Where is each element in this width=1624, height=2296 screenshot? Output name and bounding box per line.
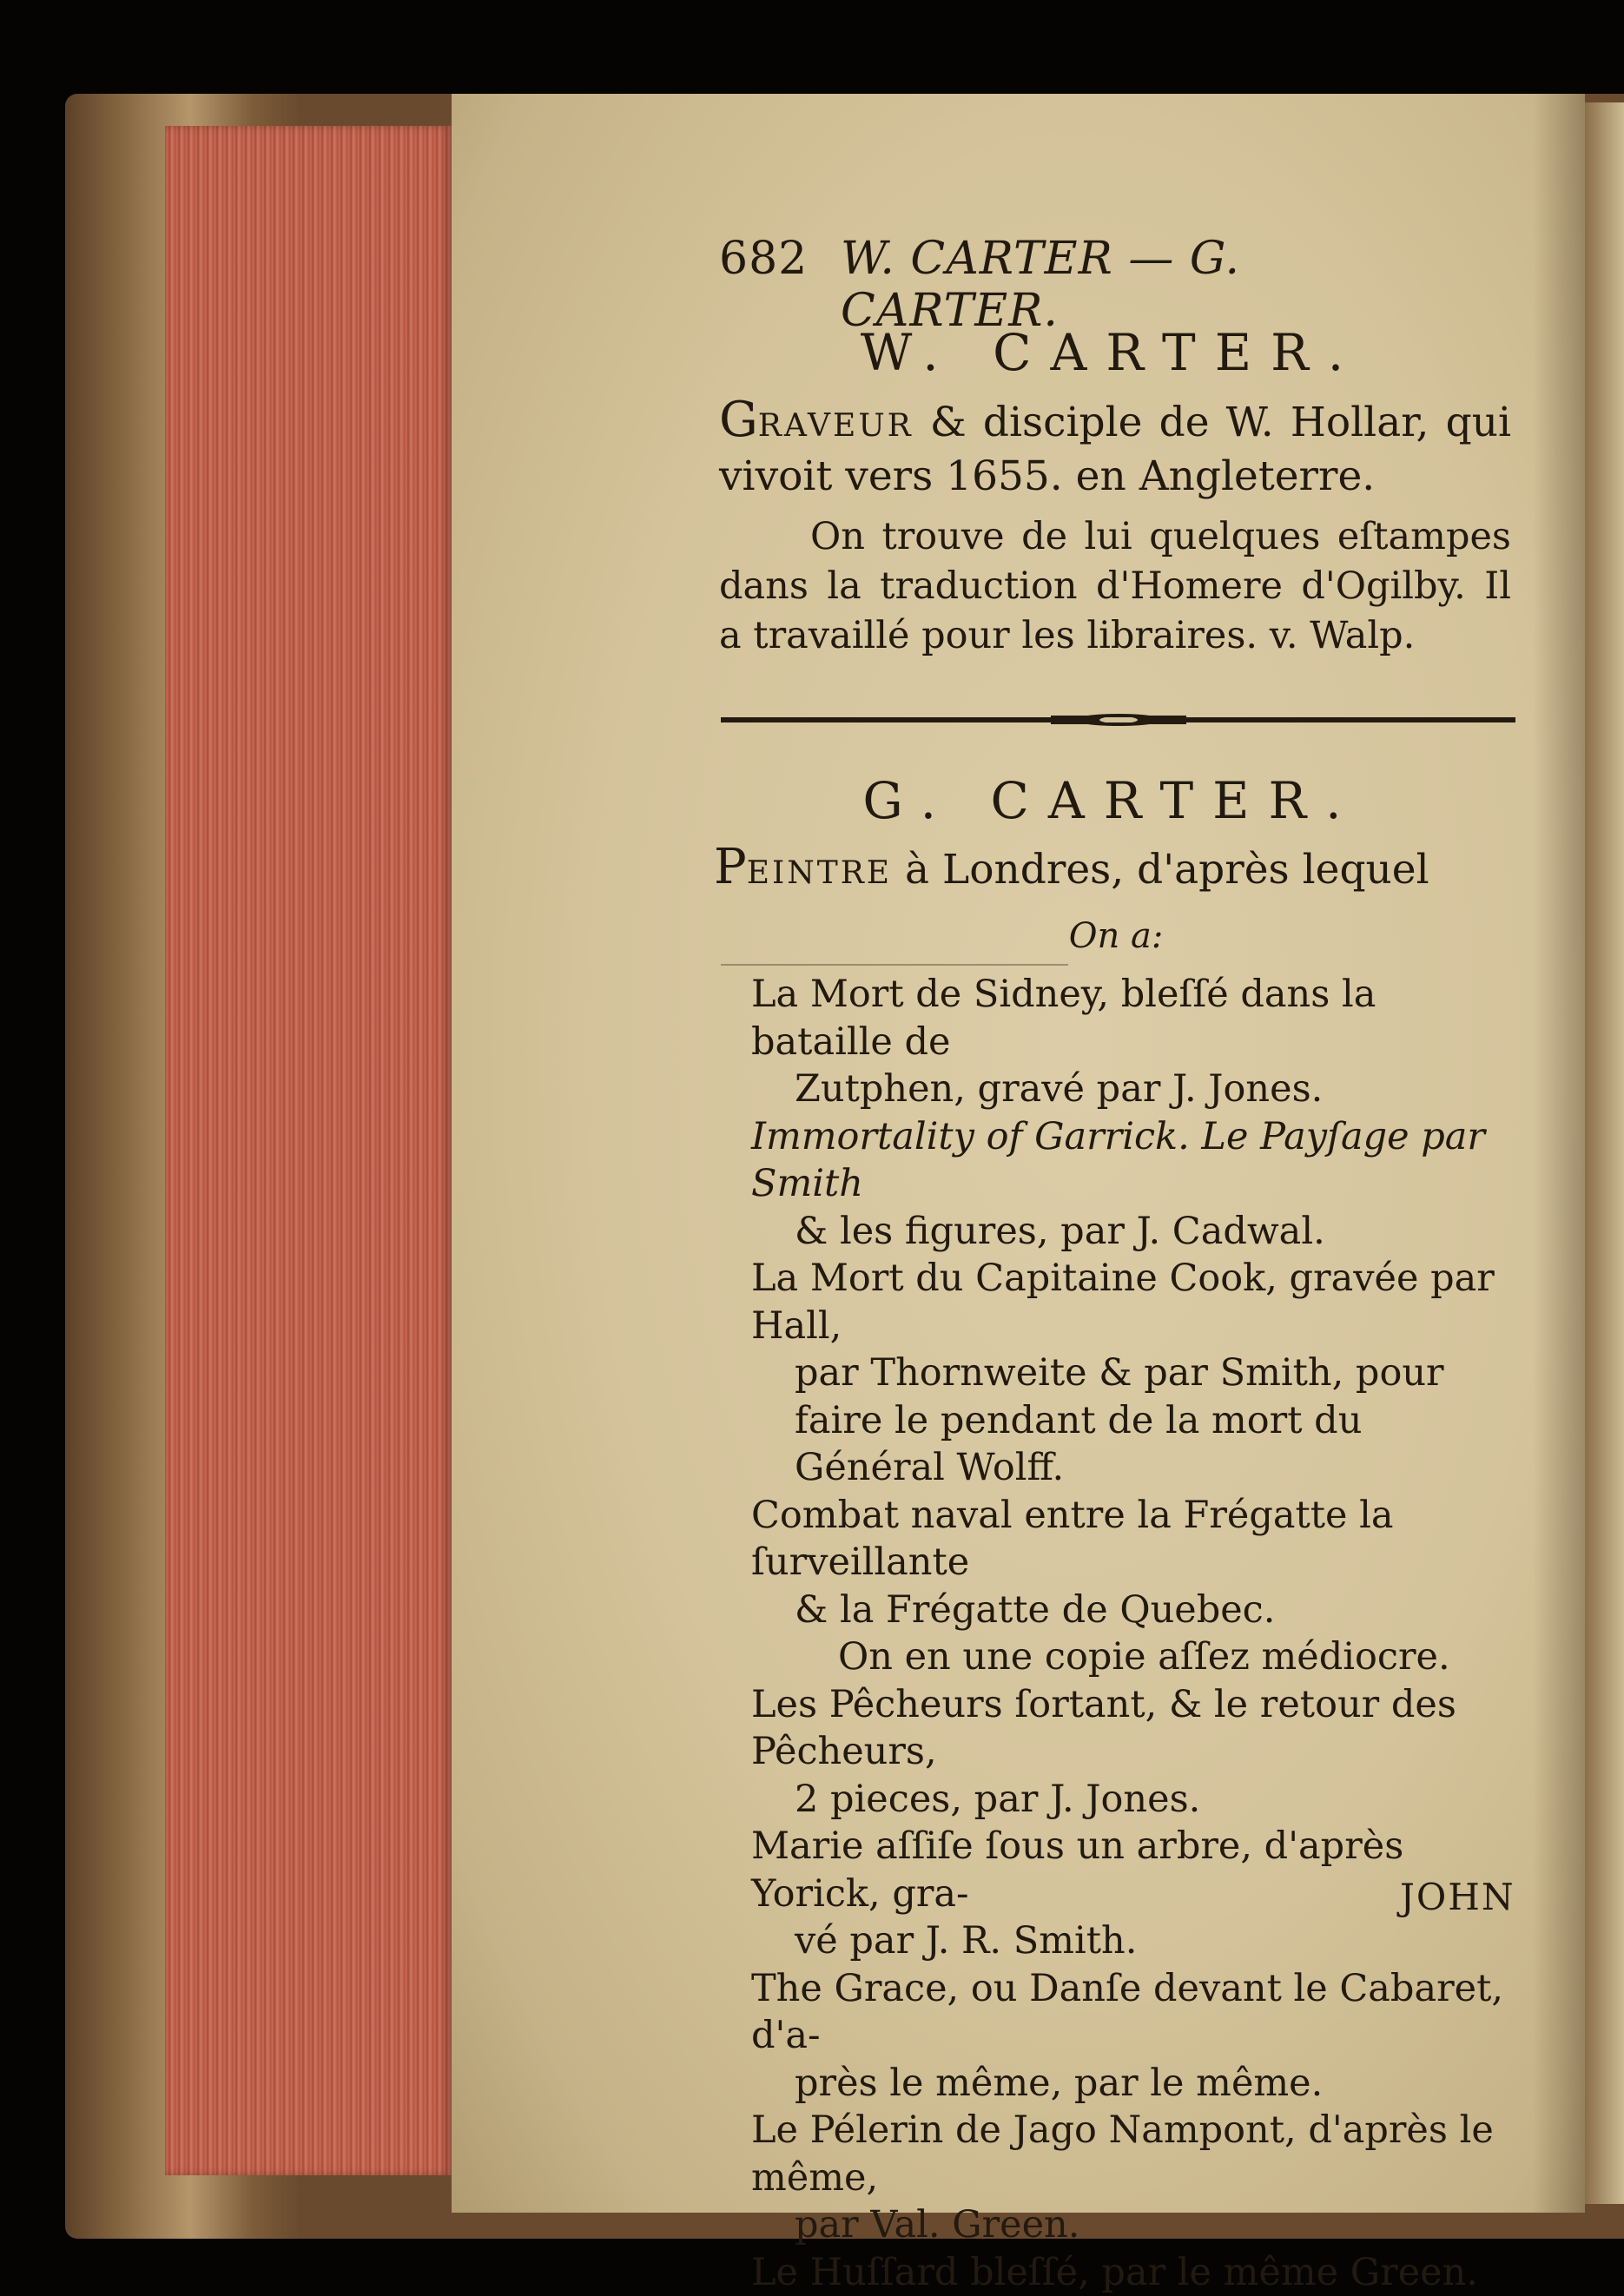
page-block-edge [165,126,452,2175]
work-entry: La Mort du Capitaine Cook, gravée par Hall, par Thornweite & par Smith, pour faire le pendant de la mort du Général Wolff. [751,1255,1511,1492]
work-entry: Marie aſſiſe ſous un arbre, d'après Yorick, gra- vé par J. R. Smith. [751,1823,1511,1965]
work-entry: On en une copie aſſez médiocre. [751,1633,1511,1681]
next-page-edge [1585,102,1624,2204]
work-entry: Combat naval entre la Frégatte la ſurveillante & la Frégatte de Quebec. [751,1492,1511,1634]
page-number: 682 [719,233,808,285]
work-entry: Le Huſſard bleſſé, par le même Green. [751,2249,1511,2296]
entry1-paragraph-1: GRAVEUR & disciple de W. Hollar, qui vivoit vers 1655. en Angleterre. [719,395,1511,502]
work-entry: Immortality of Garrick. Le Payſage par Smith & les figures, par J. Cadwal. [751,1113,1511,1256]
work-entry: Les Pêcheurs ſortant, & le retour des Pêcheurs, 2 pieces, par J. Jones. [751,1681,1511,1824]
work-entry: La Mort de Sidney, bleſſé dans la bataille de Zutphen, gravé par J. Jones. [751,971,1511,1113]
running-head [719,233,1431,294]
works-list [751,971,1511,2296]
entry-heading-w-carter: W. CARTER. [721,323,1502,382]
entry1-paragraph-2: On trouve de lui quelques eſtampes dans la traduction d'Homere d'Ogilby. Il a travaillé pour les libraires. v. Walp. [719,512,1511,661]
work-entry: The Grace, ou Danſe devant le Cabaret, d'a- près le même, par le même. [751,1965,1511,2108]
entry2-paragraph-1: PEINTRE à Londres, d'après lequel [714,842,1513,899]
running-head-title: W. CARTER — G. CARTER. [841,233,1431,337]
ornamental-rule [721,714,1515,726]
work-entry: Le Pélerin de Jago Nampont, d'après le même, par Val. Green. [751,2107,1511,2249]
on-a-label: On a: [721,916,1511,956]
entry-heading-g-carter: G. CARTER. [721,771,1502,830]
catchword: JOHN [1400,1876,1515,1918]
thin-rule [721,964,1068,966]
